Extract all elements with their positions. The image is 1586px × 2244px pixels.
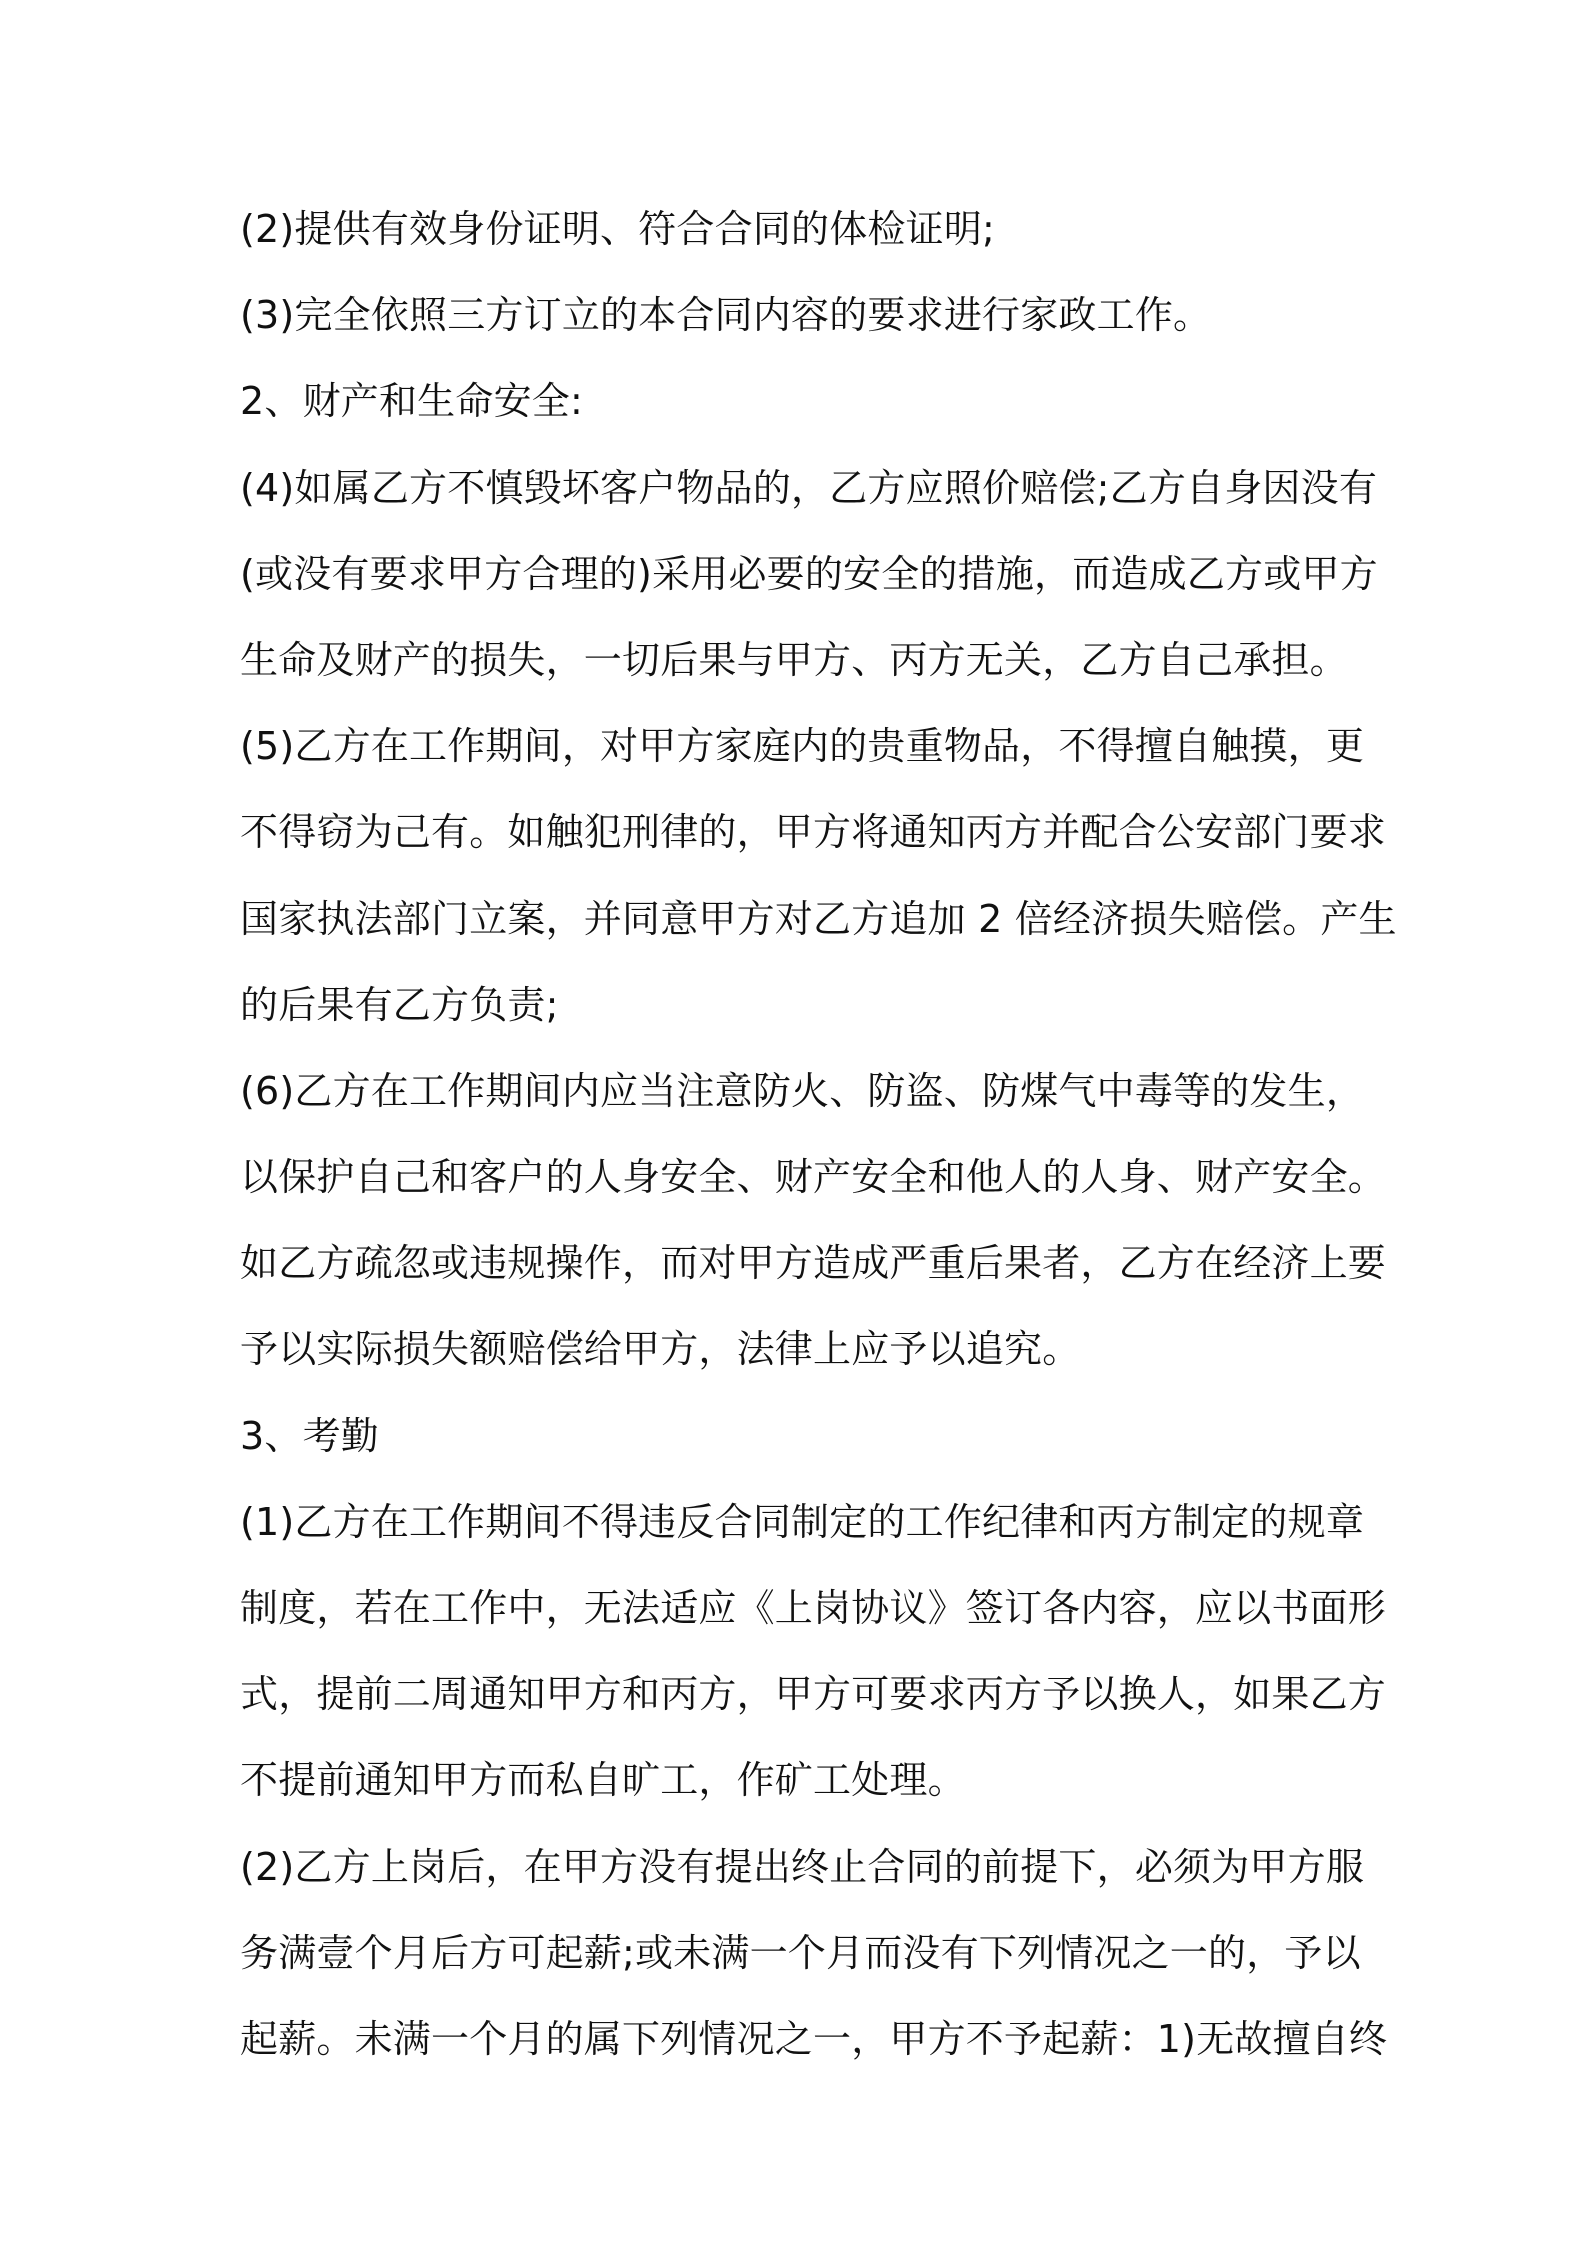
text-line: 国家执法部门立案，并同意甲方对乙方追加 2 倍经济损失赔偿。产生 (240, 896, 1397, 941)
text-line: 的后果有乙方负责; (240, 982, 559, 1027)
section-heading: 2、财产和生命安全: (240, 379, 583, 424)
section-heading: 3、考勤 (240, 1413, 379, 1458)
text-line: 务满壹个月后方可起薪;或未满一个月而没有下列情况之一的，予以 (240, 1930, 1361, 1975)
text-line: 以保护自己和客户的人身安全、财产安全和他人的人身、财产安全。 (240, 1155, 1387, 1200)
text-line: (5)乙方在工作期间，对甲方家庭内的贵重物品，不得擅自触摸，更 (240, 724, 1365, 769)
text-line: 制度，若在工作中，无法适应《上岗协议》签订各内容，应以书面形 (240, 1586, 1387, 1630)
text-line: (2)提供有效身份证明、符合合同的体检证明; (240, 207, 996, 251)
text-line: 不得窃为己有。如触犯刑律的，甲方将通知丙方并配合公安部门要求 (240, 810, 1387, 855)
text-line: 予以实际损失额赔偿给甲方，法律上应予以追究。 (240, 1327, 1081, 1372)
text-line: (6)乙方在工作期间内应当注意防火、防盗、防煤气中毒等的发生， (240, 1068, 1365, 1113)
text-line: 不提前通知甲方而私自旷工，作矿工处理。 (240, 1758, 966, 1803)
text-line: 起薪。未满一个月的属下列情况之一，甲方不予起薪：1)无故擅自终 (240, 2016, 1388, 2061)
text-line: 式，提前二周通知甲方和丙方，甲方可要求丙方予以换人，如果乙方 (240, 1672, 1387, 1717)
text-line: (1)乙方在工作期间不得违反合同制定的工作纪律和丙方制定的规章 (240, 1499, 1365, 1544)
text-line: 生命及财产的损失，一切后果与甲方、丙方无关，乙方自己承担。 (240, 637, 1348, 682)
text-line: (2)乙方上岗后，在甲方没有提出终止合同的前提下，必须为甲方服 (240, 1844, 1365, 1889)
text-line: (4)如属乙方不慎毁坏客户物品的，乙方应照价赔偿;乙方自身因没有 (240, 465, 1378, 510)
text-line: (3)完全依照三方订立的本合同内容的要求进行家政工作。 (240, 293, 1212, 338)
text-line: (或没有要求甲方合理的)采用必要的安全的措施，而造成乙方或甲方 (240, 551, 1378, 596)
document-body (240, 186, 1397, 2082)
text-line: 如乙方疏忽或违规操作，而对甲方造成严重后果者，乙方在经济上要 (240, 1241, 1387, 1286)
